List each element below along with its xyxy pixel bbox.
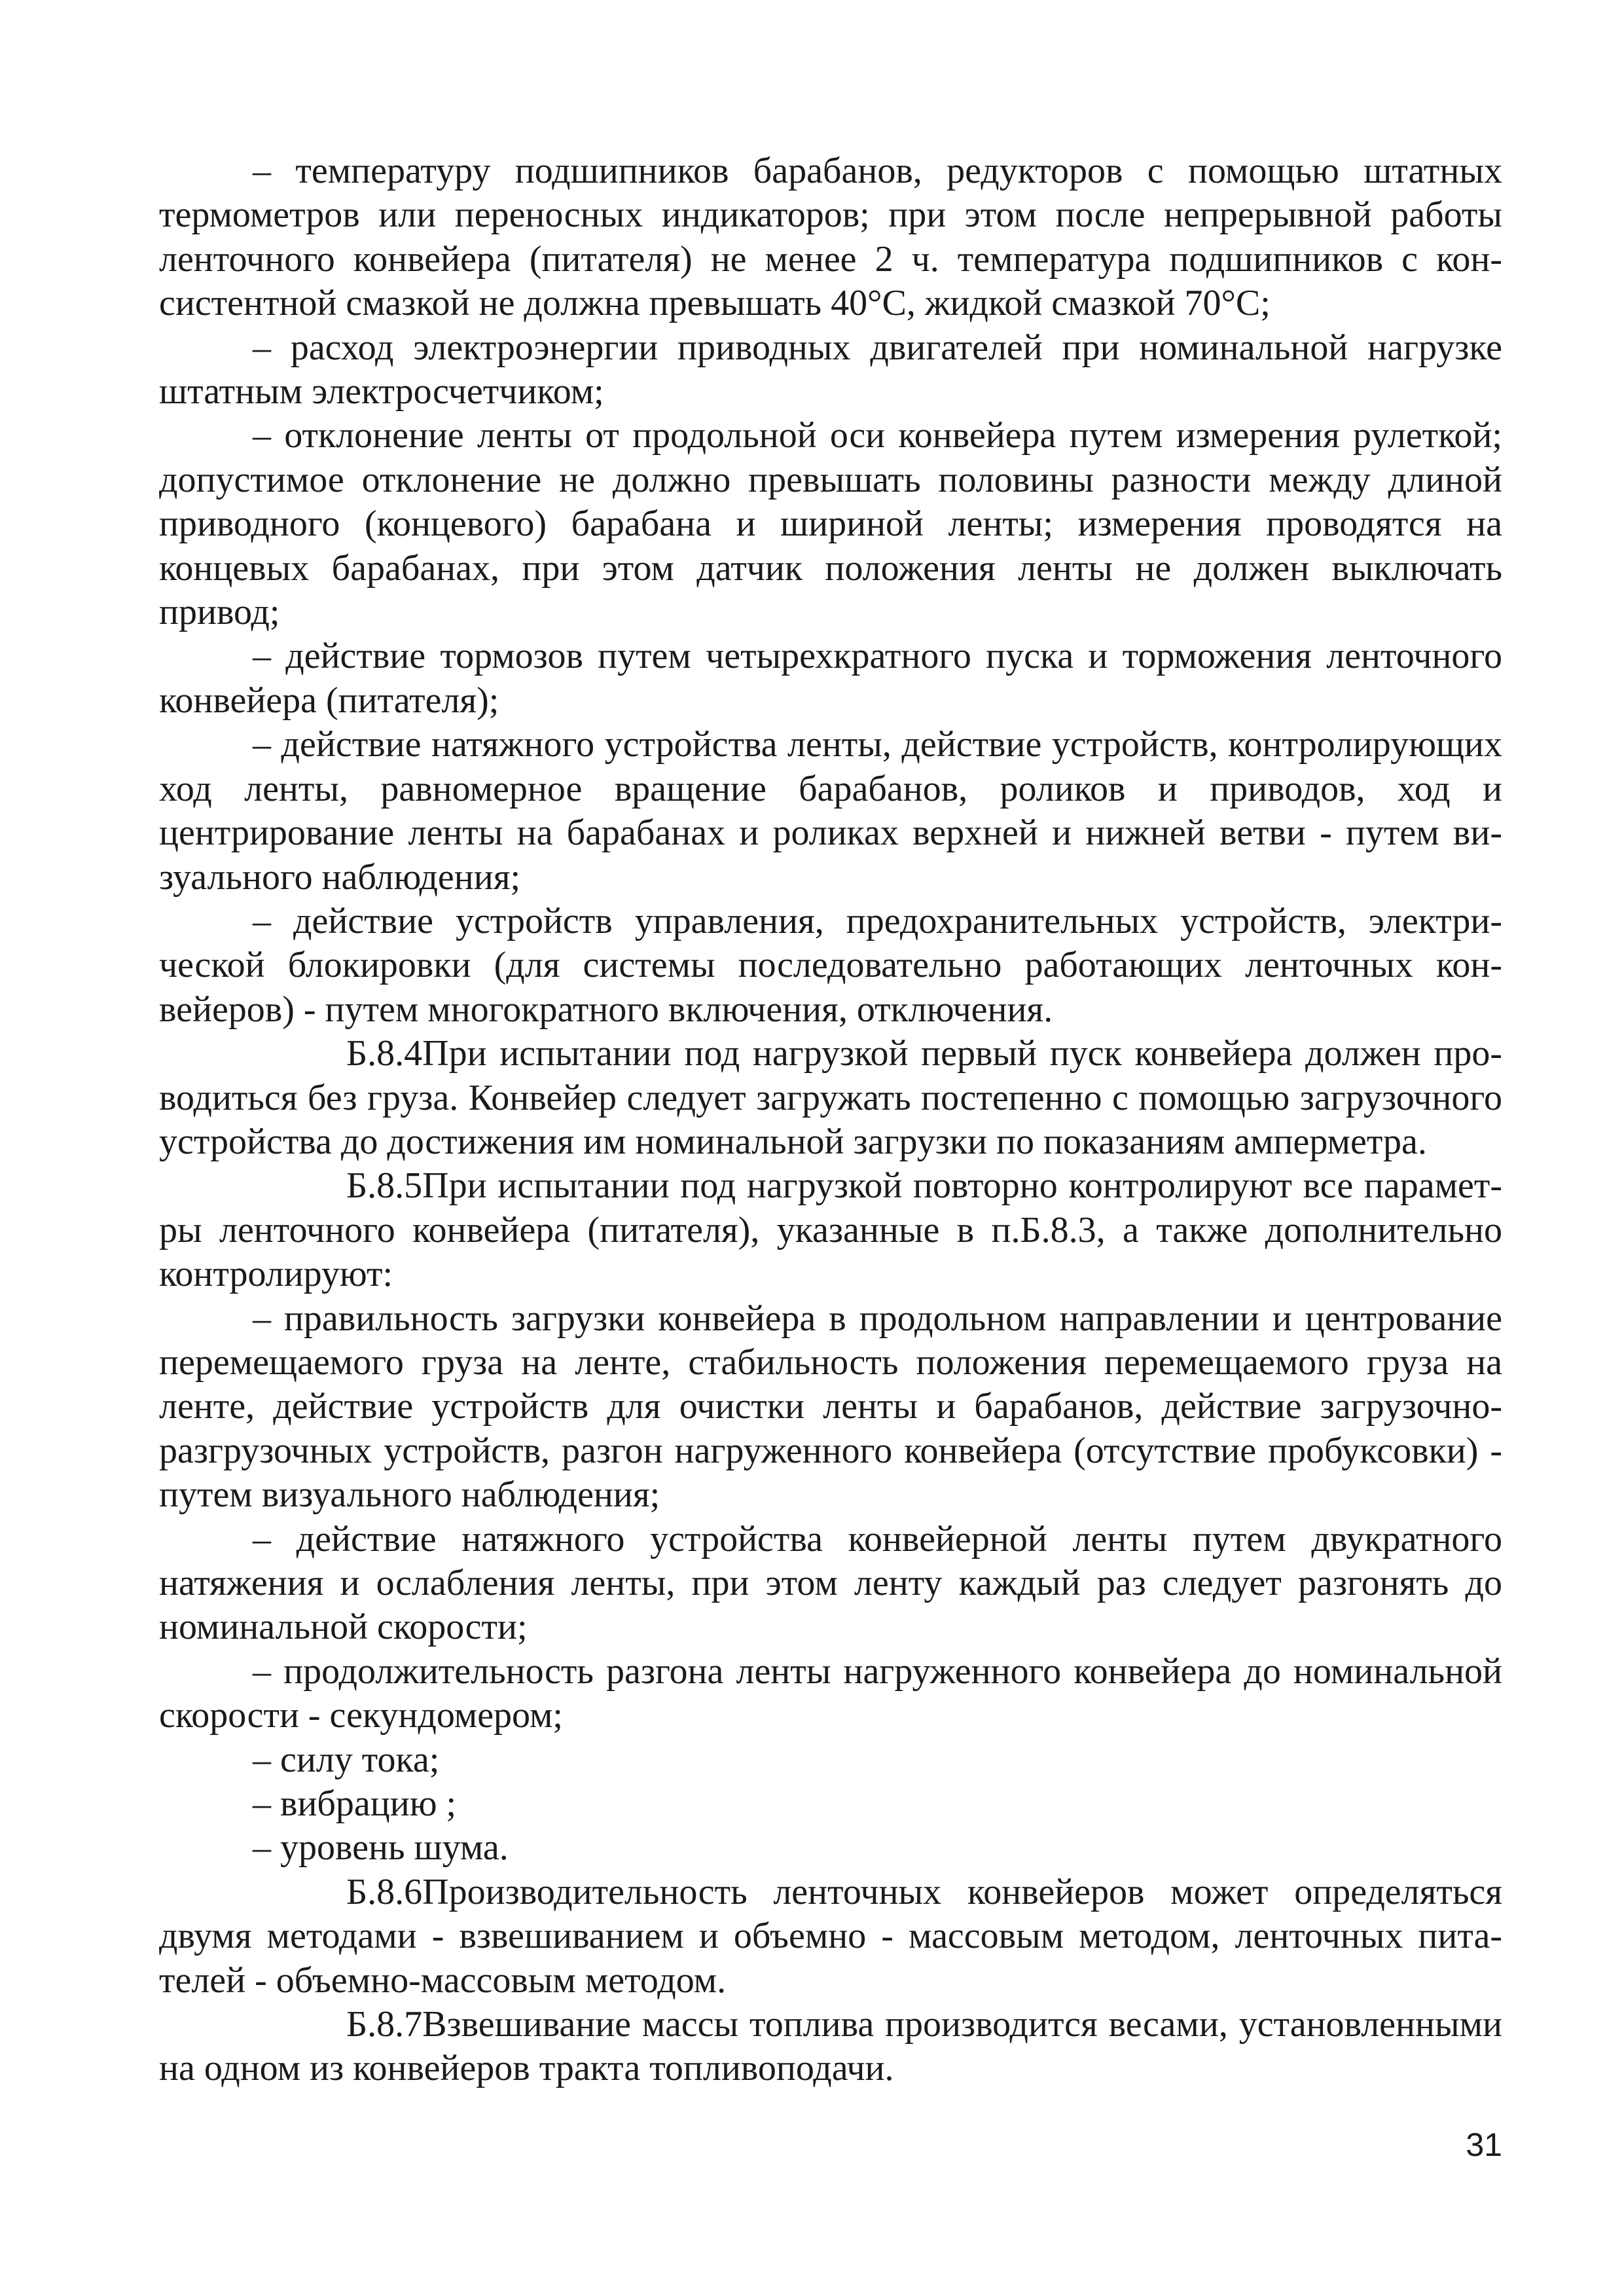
body-text: [159, 149, 1502, 2091]
paragraph-belt-deviation: – отклонение ленты от продольной оси конвейера путем измерения рулеткой; допустимое отклонение не должно превышать половины разности между длиной приводного (концевого) барабана и шириной ленты; измерения проводятся на концевых барабанах, при этом датчик положения ленты не должен выключать привод;: [159, 415, 1502, 633]
paragraph-control-devices: – действие устройств управления, предохранительных устройств, электрической блокировки (для системы последовательно работающих ленточных конвейеров) - путем многократного включения, отключения.: [159, 900, 1502, 1030]
paragraph-double-tensioning: – действие натяжного устройства конвейерной ленты путем двукратного натяжения и ослабления ленты, при этом ленту каждый раз следует разгонять до номинальной скорости;: [159, 1518, 1502, 1648]
paragraph-vibration: – вибрацию ;: [253, 1783, 457, 1825]
clause-number: Б.8.6: [346, 1871, 423, 1912]
paragraph-acceleration-time: – продолжительность разгона ленты нагруженного конвейера до номинальной скорости - секундомером;: [159, 1650, 1502, 1736]
paragraph-noise: – уровень шума.: [253, 1827, 509, 1868]
paragraph-bearing-temperature: – температуру подшипников барабанов, редукторов с помощью штатных термометров или переносных индикаторов; при этом после непрерывной работы ленточного конвейера (питателя) не менее 2 ч. температура подшипников с консистентной смазкой не должна превышать 40°С, жидкой смазкой 70°С;: [159, 151, 1502, 324]
clause-number: Б.8.5: [346, 1165, 423, 1207]
paragraph-current: – силу тока;: [253, 1739, 440, 1780]
paragraph-energy-consumption: – расход электроэнергии приводных двигателей при номинальной нагрузке штатным электросчетчиком;: [159, 327, 1502, 412]
clause-number: Б.8.4: [346, 1033, 423, 1074]
paragraph-tensioning-device: – действие натяжного устройства ленты, действие устройств, контролирующих ход ленты, равномерное вращение барабанов, роликов и приводов, ход и центрирование ленты на барабанах и роликах верхней и нижней ветви - путем визуального наблюдения;: [159, 724, 1502, 898]
clause-b-8-5: Б.8.5При испытании под нагрузкой повторно контролируют все параметры ленточного конвейера (питателя), указанные в п.Б.8.3, а также дополнительно контролируют:: [159, 1165, 1502, 1295]
clause-b-8-4: Б.8.4При испытании под нагрузкой первый пуск конвейера должен проводиться без груза. Конвейер следует загружать постепенно с помощью загрузочного устройства до достижения им номинальной загрузки по показаниям амперметра.: [159, 1033, 1502, 1162]
clause-b-8-7: Б.8.7Взвешивание массы топлива производится весами, установленными на одном из конвейеров тракта топливоподачи.: [159, 2004, 1502, 2089]
paragraph-brakes: – действие тормозов путем четырехкратного пуска и торможения ленточного конвейера (питателя);: [159, 636, 1502, 721]
paragraph-loading-correctness: – правильность загрузки конвейера в продольном направлении и центрование перемещаемого груза на ленте, стабильность положения перемещаемого груза на ленте, действие устройств для очистки ленты и барабанов, действие загрузочно-разгрузочных устройств, разгон нагруженного конвейера (отсутствие пробуксовки) - путем визуального наблюдения;: [159, 1298, 1502, 1516]
clause-b-8-6: Б.8.6Производительность ленточных конвейеров может определяться двумя методами - взвешиванием и объемно - массовым методом, ленточных питателей - объемно-массовым методом.: [159, 1871, 1502, 2001]
clause-number: Б.8.7: [346, 2004, 423, 2045]
page-number: 31: [1466, 2126, 1502, 2163]
